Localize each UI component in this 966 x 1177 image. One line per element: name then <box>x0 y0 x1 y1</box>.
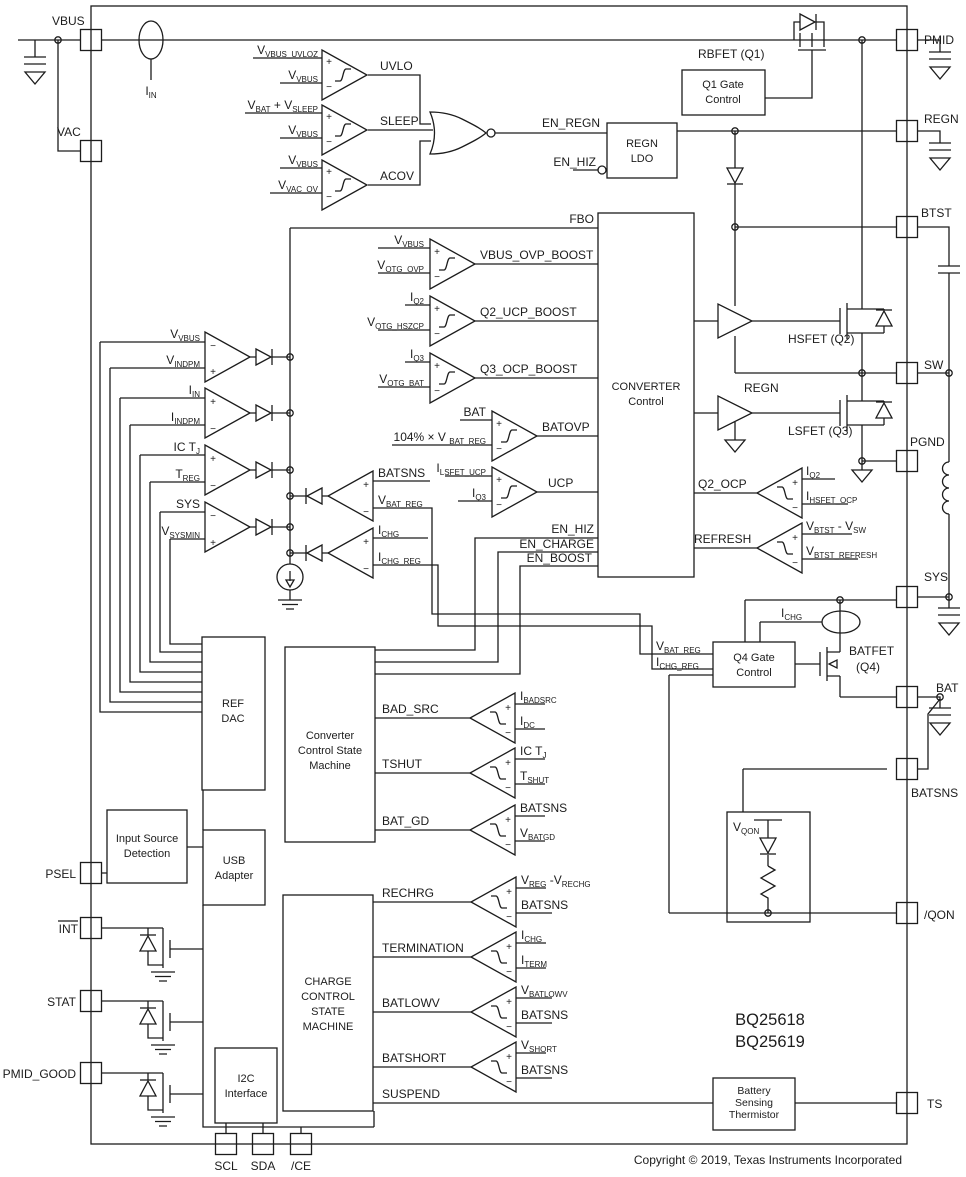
vbus-cap-ground <box>25 72 45 84</box>
block-converter-control <box>598 213 694 577</box>
signal-q2-ucp-boost: Q2_UCP_BOOST <box>480 305 577 319</box>
thermistor-line3: Thermistor <box>728 1109 780 1121</box>
signal-q2-ocp: Q2_OCP <box>698 477 747 491</box>
rail-diode-6 <box>306 545 322 561</box>
pin-label-sda: SDA <box>250 1159 276 1173</box>
pin-label-ce: /CE <box>290 1159 312 1173</box>
conv-sm-line3: Machine <box>309 760 351 772</box>
svg-text:−: − <box>434 386 440 397</box>
hysteresis-icon <box>501 430 517 442</box>
svg-text:−: − <box>363 564 369 575</box>
svg-text:+: + <box>326 57 332 68</box>
label-bat: BAT <box>463 405 486 419</box>
nor-gate-bubble <box>487 129 495 137</box>
ref-dac-line1: REF <box>222 698 244 710</box>
isd-line1: Input Source <box>115 833 179 845</box>
label-ilsfet-ucp: $I_{LSFET\_UCP}$ <box>436 461 486 477</box>
svg-text:−: − <box>326 82 332 93</box>
hysteresis-icon <box>491 1006 507 1018</box>
svg-text:−: − <box>505 728 511 739</box>
rail-diode-5 <box>306 488 322 504</box>
wires-opendrain-int <box>102 928 203 968</box>
pin-label-ts: TS <box>927 1097 943 1111</box>
label-iterm: $I_{TERM}$ <box>521 953 548 969</box>
device-hsfet: HSFET (Q2) <box>788 332 855 346</box>
hysteresis-icon <box>335 124 351 136</box>
label-vindpm: $V_{INDPM}$ <box>166 353 200 369</box>
svg-text:−: − <box>496 444 502 455</box>
svg-text:+: + <box>496 419 502 430</box>
block-regn-ldo <box>607 123 677 178</box>
label-vbat-reg: $V_{BAT\_REG}$ <box>378 493 423 509</box>
device-batfet-q4: (Q4) <box>856 660 880 674</box>
nor-gate-icon <box>430 112 486 154</box>
rail-diode-3 <box>256 462 272 478</box>
pin-label-scl: SCL <box>214 1159 238 1173</box>
svg-text:+: + <box>506 1052 512 1063</box>
rbfet-body-diode <box>800 14 816 30</box>
wires-regn-btst <box>677 131 897 227</box>
label-vbatlowv: $V_{BATLOWV}$ <box>521 983 568 999</box>
label-batsns: BATSNS <box>520 801 568 815</box>
ic-boundary <box>91 6 907 1144</box>
svg-text:+: + <box>434 304 440 315</box>
signal-en-hiz-ldo: EN_HIZ <box>553 155 596 169</box>
label-ichg: $I_{CHG}$ <box>521 928 543 944</box>
label-iq2: $I_{Q2}$ <box>806 464 821 480</box>
charge-sm-line1: CHARGE <box>304 976 352 988</box>
label-vsysmin: $V_{SYSMIN}$ <box>161 524 200 540</box>
svg-text:+: + <box>210 538 216 549</box>
ichg-sense-icon <box>822 611 860 633</box>
pin-label-batsns: BATSNS <box>911 786 959 800</box>
signal-en-boost: EN_BOOST <box>526 551 592 565</box>
lsfet-body-diode <box>876 402 892 418</box>
block-input-source-detection <box>107 810 187 883</box>
svg-text:−: − <box>505 783 511 794</box>
signal-q3-ocp-boost: Q3_OCP_BOOST <box>480 362 578 376</box>
svg-text:−: − <box>506 1077 512 1088</box>
hysteresis-icon <box>335 69 351 81</box>
thermistor-line1: Battery <box>737 1085 771 1097</box>
part-number-1: BQ25618 <box>735 1011 805 1029</box>
pin-label-sys: SYS <box>924 570 949 584</box>
signal-batovp: BATOVP <box>542 420 590 434</box>
en-hiz-bubble <box>598 166 606 174</box>
pmidgood-ground <box>151 1117 175 1126</box>
label-vvbus: $V_{VBUS}$ <box>288 68 318 84</box>
svg-text:+: + <box>505 703 511 714</box>
signal-termination: TERMINATION <box>382 941 464 955</box>
label-ic-tj: IC $T_J$ <box>173 440 200 456</box>
svg-text:+: + <box>363 480 369 491</box>
pin-label-pmid: PMID <box>924 33 954 47</box>
hysteresis-icon <box>490 824 506 836</box>
svg-text:+: + <box>792 533 798 544</box>
q1-gate-line2: Control <box>705 94 741 106</box>
label-sys: SYS <box>175 497 200 511</box>
hysteresis-icon <box>335 179 351 191</box>
svg-text:+: + <box>326 112 332 123</box>
ground-rail-icon <box>278 600 302 609</box>
usb-line2: Adapter <box>214 870 254 882</box>
signal-batlowv: BATLOWV <box>382 996 440 1010</box>
rail-diode-1 <box>256 349 272 365</box>
svg-text:+: + <box>434 361 440 372</box>
label-iindpm: $I_{INDPM}$ <box>170 410 200 426</box>
hysteresis-icon <box>439 315 455 327</box>
ref-dac-line2: DAC <box>221 713 245 725</box>
regn-ldo-line2: LDO <box>630 153 654 165</box>
current-source-icon <box>277 564 303 590</box>
block-q4-gate-control <box>713 642 795 687</box>
svg-text:+: + <box>506 942 512 953</box>
signal-uvlo: UVLO <box>380 59 413 73</box>
label-vshort: $V_{SHORT}$ <box>521 1038 557 1054</box>
label-ichg-sense: $I_{CHG}$ <box>781 606 803 622</box>
svg-text:−: − <box>210 424 216 435</box>
inductor-external <box>943 462 950 514</box>
q4-gate-line2: Control <box>736 667 772 679</box>
charge-sm-line3: STATE <box>311 1006 345 1018</box>
hysteresis-icon <box>501 486 517 498</box>
pmid-cap-ground <box>930 67 950 79</box>
wires-refdac-inputs <box>100 342 205 712</box>
svg-text:−: − <box>434 329 440 340</box>
charge-sm-line4: MACHINE <box>302 1021 354 1033</box>
label-ichg-reg-q4: $I_{CHG\_REG}$ <box>656 655 699 671</box>
label-iq3: $I_{Q3}$ <box>471 486 486 502</box>
wires <box>18 6 949 1144</box>
pin-label-qon: /QON <box>924 908 955 922</box>
int-ground <box>151 972 175 981</box>
svg-text:−: − <box>506 967 512 978</box>
regn-cap-ground <box>930 158 950 170</box>
label-iin: $I_{IN}$ <box>145 84 157 100</box>
svg-text:−: − <box>326 192 332 203</box>
hysteresis-icon <box>777 487 793 499</box>
svg-text:−: − <box>496 500 502 511</box>
label-votg-hszcp: $V_{OTG\_HSZCP}$ <box>367 315 424 331</box>
pin-label-vac: VAC <box>57 125 81 139</box>
hysteresis-icon <box>777 542 793 554</box>
stat-esd-diode <box>140 1008 156 1024</box>
svg-text:+: + <box>506 997 512 1008</box>
svg-text:+: + <box>434 247 440 258</box>
label-batsns: BATSNS <box>521 1063 569 1077</box>
svg-text:+: + <box>505 815 511 826</box>
label-vvbus: $V_{VBUS}$ <box>288 123 318 139</box>
signal-batshort: BATSHORT <box>382 1051 447 1065</box>
q1-gate-line1: Q1 Gate <box>702 79 744 91</box>
i2c-line2: Interface <box>224 1088 268 1100</box>
device-rbfet: RBFET (Q1) <box>698 47 765 61</box>
sys-cap-icon <box>938 608 960 615</box>
hysteresis-icon <box>439 372 455 384</box>
signal-fbo: FBO <box>569 212 594 226</box>
regn-cap-icon <box>929 143 951 150</box>
pin-label-bat: BAT <box>936 681 959 695</box>
converter-line2: Control <box>628 396 664 408</box>
q4-gate-line1: Q4 Gate <box>733 652 775 664</box>
pin-squares <box>81 30 918 1155</box>
wires-opendrain-stat <box>102 1001 203 1041</box>
pin-label-sw: SW <box>924 358 944 372</box>
label-batsns: BATSNS <box>378 466 426 480</box>
pin-label-vbus: VBUS <box>52 14 85 28</box>
symbols <box>24 14 960 1126</box>
signal-en-charge: EN_CHARGE <box>519 537 594 551</box>
signal-ucp: UCP <box>548 476 574 490</box>
block-i2c-interface <box>215 1048 277 1123</box>
charge-sm-line2: CONTROL <box>301 991 355 1003</box>
device-batfet: BATFET <box>849 644 895 658</box>
i2c-line1: I2C <box>237 1073 255 1085</box>
label-vvbus: $V_{VBUS}$ <box>170 327 200 343</box>
svg-text:−: − <box>363 507 369 518</box>
signal-acov: ACOV <box>380 169 415 183</box>
label-vvbus: $V_{VBUS}$ <box>288 153 318 169</box>
label-vbatgd: $V_{BATGD}$ <box>520 826 555 842</box>
converter-line1: CONVERTER <box>611 381 681 393</box>
signal-suspend: SUSPEND <box>382 1087 441 1101</box>
label-vreg-vrechg: $V_{REG}$ $-V_{RECHG}$ <box>521 873 591 889</box>
svg-text:+: + <box>210 397 216 408</box>
label-ichg: $I_{CHG}$ <box>378 523 400 539</box>
label-tshut: $T_{SHUT}$ <box>520 769 550 785</box>
svg-text:−: − <box>210 511 216 522</box>
label-votg-bat: $V_{OTG\_BAT}$ <box>379 372 424 388</box>
batfet-arrow-icon <box>829 660 837 668</box>
svg-text:+: + <box>363 537 369 548</box>
pin-label-stat: STAT <box>47 995 76 1009</box>
pin-label-psel: PSEL <box>45 867 76 881</box>
label-ichg-reg: $I_{CHG\_REG}$ <box>378 550 421 566</box>
label-iq3: $I_{Q3}$ <box>409 347 424 363</box>
svg-text:+: + <box>210 454 216 465</box>
lsfet-driver-ground <box>725 440 745 452</box>
signal-bad-src: BAD_SRC <box>382 702 439 716</box>
pmidgood-esd-diode <box>140 1080 156 1096</box>
hsfet-body-diode <box>876 310 892 326</box>
btst-cap-icon <box>938 266 960 273</box>
pin-label-regn: REGN <box>924 112 959 126</box>
pin-label-btst: BTST <box>921 206 952 220</box>
device-lsfet: LSFET (Q3) <box>788 424 853 438</box>
pmid-cap-icon <box>929 52 951 59</box>
block-usb-adapter <box>203 830 265 905</box>
svg-text:−: − <box>505 840 511 851</box>
hysteresis-icon <box>439 258 455 270</box>
hsfet-driver-icon <box>718 304 752 338</box>
svg-text:−: − <box>792 503 798 514</box>
vbus-cap-icon <box>24 57 46 64</box>
wires-statemachine-comparators <box>373 704 897 1103</box>
signal-bat-gd: BAT_GD <box>382 814 430 828</box>
rail-diode-4 <box>256 519 272 535</box>
signal-rechrg: RECHRG <box>382 886 435 900</box>
thermistor-line2: Sensing <box>735 1097 773 1109</box>
hysteresis-icon <box>490 767 506 779</box>
label-batsns: BATSNS <box>521 1008 569 1022</box>
label-iin: $I_{IN}$ <box>188 383 200 399</box>
labels <box>3 14 959 1173</box>
label-ibadsrc: $I_{BADSRC}$ <box>520 689 557 705</box>
isd-line2: Detection <box>123 848 171 860</box>
label-104pct-vbatreg: 104% × V $_{BAT\_REG}$ <box>393 430 486 446</box>
svg-text:−: − <box>210 341 216 352</box>
vqon-diode <box>760 838 776 854</box>
label-votg-ovp: $V_{OTG\_OVP}$ <box>377 258 424 274</box>
regn-btst-diode <box>727 168 743 184</box>
svg-text:−: − <box>434 272 440 283</box>
function-blocks <box>107 70 810 1130</box>
int-esd-diode <box>140 935 156 951</box>
block-q1-gate-control <box>682 70 765 115</box>
svg-text:−: − <box>326 137 332 148</box>
label-ic-tj: IC $T_J$ <box>520 744 547 760</box>
label-vbtst-refresh: $V_{BTST\_REFRESH}$ <box>806 544 878 560</box>
usb-line1: USB <box>222 855 246 867</box>
wires-rbfet <box>765 22 826 98</box>
svg-text:−: − <box>210 481 216 492</box>
stat-ground <box>151 1045 175 1054</box>
conv-sm-line1: Converter <box>305 730 355 742</box>
label-vvbus: $V_{VBUS}$ <box>394 233 424 249</box>
svg-text:+: + <box>792 478 798 489</box>
label-vvbus-uvloz: $V_{VBUS\_UVLOZ}$ <box>257 43 318 59</box>
hysteresis-icon <box>491 951 507 963</box>
label-vbat-reg-q4: $V_{BAT\_REG}$ <box>656 639 701 655</box>
rail-diode-2 <box>256 405 272 421</box>
svg-text:+: + <box>326 167 332 178</box>
label-regn-supply: REGN <box>744 381 779 395</box>
conv-sm-line2: Control State <box>297 745 363 757</box>
wires-ocp-refresh <box>694 479 858 559</box>
bat-cap-ground <box>930 723 950 735</box>
regn-ldo-line1: REGN <box>626 138 658 150</box>
label-vvac-ov: $V_{VAC\_OV}$ <box>278 178 318 194</box>
pgnd-ground <box>852 470 872 482</box>
label-treg: $T_{REG}$ <box>175 467 200 483</box>
label-batsns: BATSNS <box>521 898 569 912</box>
signal-sleep: SLEEP <box>380 114 419 128</box>
svg-text:−: − <box>506 1022 512 1033</box>
pin-label-pmid-good: PMID_GOOD <box>2 1067 76 1081</box>
svg-text:−: − <box>792 558 798 569</box>
label-vbtst-vsw: $V_{BTST} - V_{SW}$ <box>806 519 867 535</box>
part-number-2: BQ25619 <box>735 1033 805 1051</box>
label-vbat-vsleep: $V_{BAT} + V_{SLEEP}$ <box>247 98 318 114</box>
hysteresis-icon <box>491 1061 507 1073</box>
signal-vbus-ovp-boost: VBUS_OVP_BOOST <box>480 248 594 262</box>
sys-cap-ground <box>939 623 959 635</box>
hysteresis-icon <box>491 896 507 908</box>
wires-opendrain-pmidgood <box>102 1073 203 1113</box>
label-iq2: $I_{Q2}$ <box>409 290 424 306</box>
svg-text:+: + <box>210 367 216 378</box>
svg-text:+: + <box>496 475 502 486</box>
pin-label-int: INT <box>58 922 78 936</box>
svg-text:+: + <box>505 758 511 769</box>
label-vqon: $V_{QON}$ <box>733 820 760 836</box>
pin-label-pgnd: PGND <box>910 435 945 449</box>
signal-en-regn: EN_REGN <box>541 116 600 130</box>
signal-tshut: TSHUT <box>382 757 422 771</box>
signal-en-hiz: EN_HIZ <box>551 522 594 536</box>
label-ihsfet-ocp: $I_{HSFET\_OCP}$ <box>806 489 858 505</box>
block-charge-control-state-machine <box>283 895 373 1111</box>
svg-text:+: + <box>506 887 512 898</box>
copyright-notice: Copyright © 2019, Texas Instruments Incorporated <box>633 1153 902 1167</box>
label-idc: $I_{DC}$ <box>520 714 535 730</box>
signal-refresh: REFRESH <box>694 532 752 546</box>
hysteresis-icon <box>490 712 506 724</box>
svg-text:−: − <box>506 912 512 923</box>
